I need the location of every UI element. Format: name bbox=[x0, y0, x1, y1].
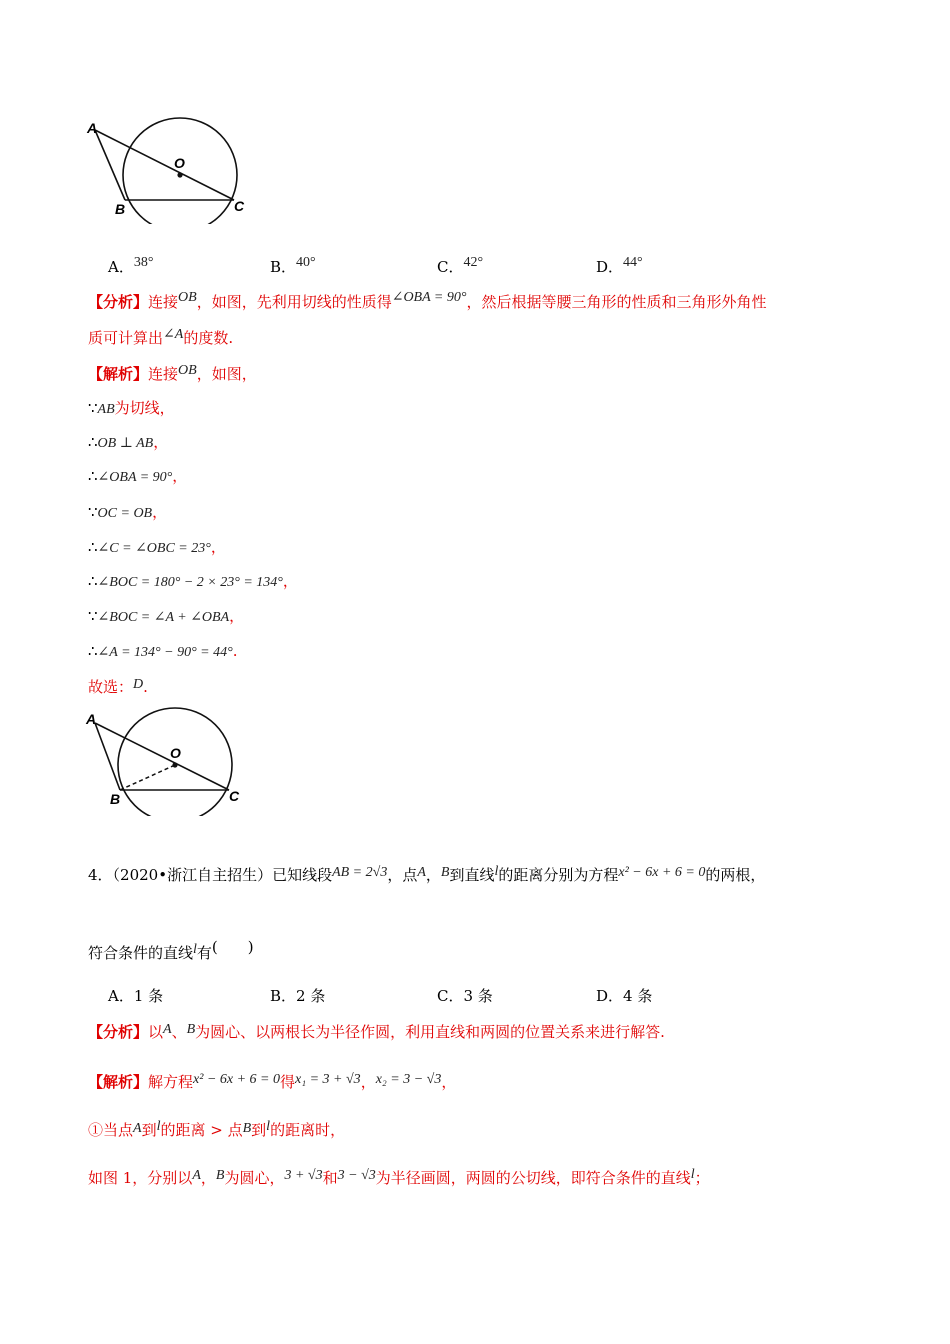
label-a: A bbox=[87, 120, 98, 136]
segment-ac bbox=[95, 723, 229, 790]
label-c: C bbox=[234, 198, 245, 214]
q4-option-b[interactable]: B．2 条 bbox=[270, 987, 326, 1005]
q3-option-b[interactable]: B．40° bbox=[270, 255, 316, 276]
q4-option-d[interactable]: D．4 条 bbox=[596, 987, 653, 1005]
analysis-line-1: 【分析】连接OB，如图，先利用切线的性质得∠OBA = 90°，然后根据等腰三角形的性质和三角形外角性 bbox=[88, 290, 767, 311]
q4-stem-line-2: 符合条件的直线l有( ) bbox=[88, 938, 254, 962]
label-b: B bbox=[115, 201, 126, 217]
q4-stem-line-1: 4．（2020•浙江自主招生）已知线段AB = 2√3，点A，B到直线l的距离分别为方程x² − 6x + 6 = 0的两根， bbox=[88, 864, 766, 884]
geometry-figure-solution bbox=[84, 704, 254, 816]
solution-step-4: ∵OC = OB， bbox=[88, 503, 168, 521]
segment-ac bbox=[95, 130, 234, 200]
solution-header: 【解析】连接OB，如图， bbox=[88, 363, 257, 383]
center-point bbox=[172, 762, 177, 767]
q4-analysis: 【分析】以A、B为圆心、以两根长为半径作圆，利用直线和两圆的位置关系来进行解答. bbox=[88, 1022, 665, 1041]
q3-option-d[interactable]: D．44° bbox=[596, 255, 643, 276]
q3-option-a[interactable]: A．38° bbox=[108, 255, 154, 276]
q4-figure-1-text: 如图 1，分别以A，B为圆心，3 + √3和3 − √3为半径画圆，两圆的公切线，即符合条件的直线l； bbox=[88, 1167, 710, 1187]
segment-ab bbox=[95, 130, 125, 200]
q3-option-c[interactable]: C．42° bbox=[437, 255, 484, 276]
label-b: B bbox=[110, 791, 121, 807]
solution-step-3: ∴∠OBA = 90°， bbox=[88, 467, 188, 485]
geometry-figure-top bbox=[84, 112, 254, 224]
solution-step-6: ∴∠BOC = 180° − 2 × 23° = 134°， bbox=[88, 572, 298, 590]
q4-option-a[interactable]: A．1 条 bbox=[108, 987, 164, 1005]
q4-solution: 【解析】解方程x² − 6x + 6 = 0得x₁ = 3 + √3，x₂ = 3 − √3， bbox=[88, 1072, 457, 1091]
solution-step-8: ∴∠A = 134° − 90° = 44°. bbox=[88, 642, 238, 660]
label-o: O bbox=[174, 155, 185, 171]
circle-o bbox=[118, 708, 232, 816]
solution-step-1: ∵AB为切线， bbox=[88, 399, 175, 417]
label-c: C bbox=[229, 788, 240, 804]
solution-step-7: ∵∠BOC = ∠A + ∠OBA， bbox=[88, 607, 245, 625]
solution-answer: 故选：D. bbox=[88, 677, 148, 696]
solution-step-5: ∴∠C = ∠OBC = 23°， bbox=[88, 538, 226, 556]
segment-ob-dashed bbox=[120, 765, 175, 790]
label-o: O bbox=[170, 745, 181, 761]
q4-case-1: ①当点A到l的距离 > 点B到l的距离时， bbox=[88, 1119, 346, 1139]
circle-o bbox=[123, 118, 237, 224]
solution-step-2: ∴OB ⊥ AB， bbox=[88, 433, 169, 451]
q4-option-c[interactable]: C．3 条 bbox=[437, 987, 493, 1005]
analysis-line-2: 质可计算出∠A的度数. bbox=[88, 327, 234, 347]
center-point bbox=[177, 172, 182, 177]
label-a: A bbox=[86, 711, 97, 727]
